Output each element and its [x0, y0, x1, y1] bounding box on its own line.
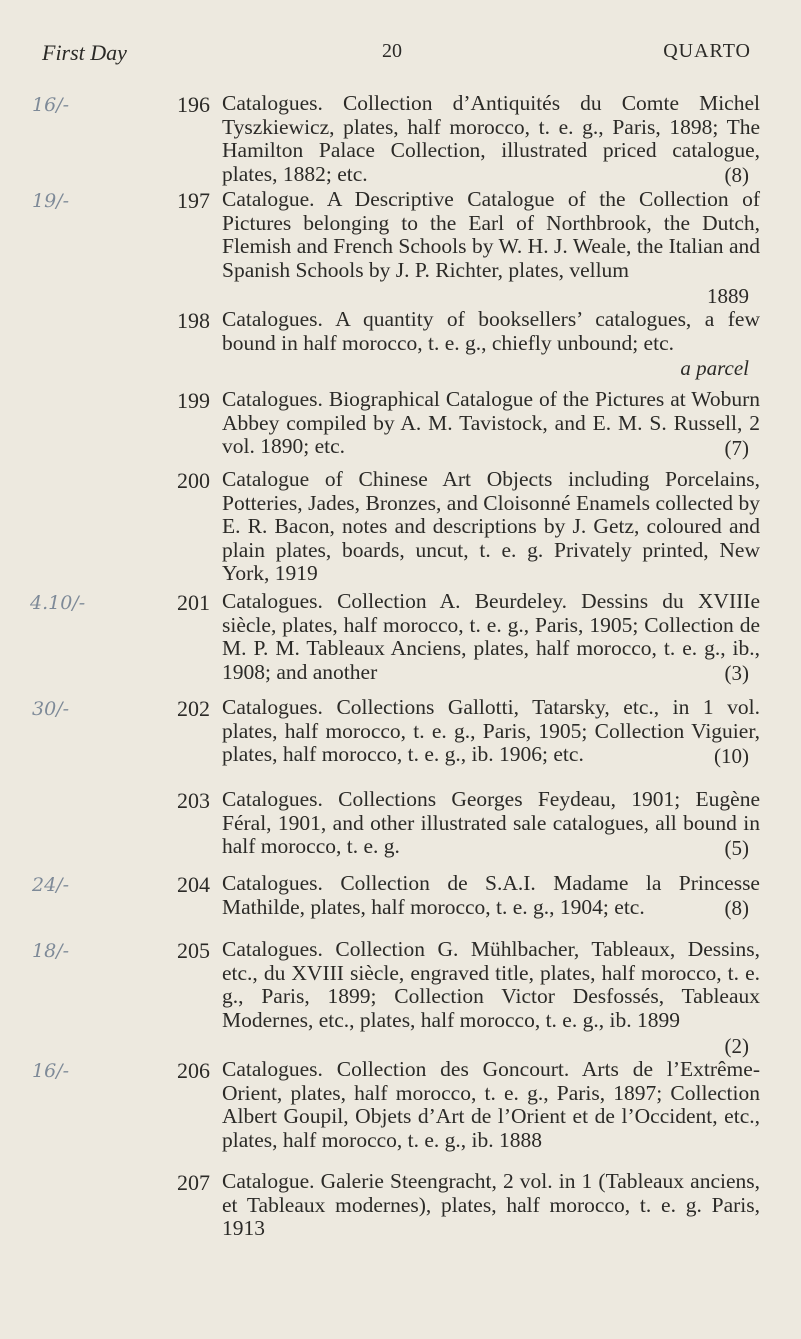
lot-title: Catalogues. [222, 387, 329, 411]
lot-description [222, 468, 760, 586]
lot-title: Catalogue [222, 467, 325, 491]
lot-details: Collection des Goncourt. Arts de l’Extrême-Orient, plates, half morocco, t. e. g., Paris, 1897; Collection Albert Goupil, Objets d’Art de l’Orient et de l’Occident, etc., plates, half morocco, t. e. g., ib. 1888 [222, 1057, 760, 1152]
lot-quantity: (8) [724, 896, 749, 920]
lot-title: Catalogues. [222, 787, 339, 811]
lot-description [222, 696, 760, 766]
lot-quantity: (10) [714, 744, 749, 768]
lot-title: Catalogues. [222, 871, 341, 895]
running-head-day: First Day [42, 40, 127, 65]
lot-number: 200 [177, 468, 210, 493]
lot-title: Catalogues. [222, 937, 336, 961]
lot-title: Catalogue. [222, 187, 327, 211]
lot-details: Galerie Steengracht, 2 vol. in 1 (Tableaux anciens, et Tableaux modernes), plates, half morocco, t. e. g. Paris, 1913 [222, 1169, 760, 1240]
handwritten-price: 16/- [32, 94, 69, 116]
lot-title: Catalogues. [222, 695, 337, 719]
lot-details: Collection G. Mühlbacher, Tableaux, Dessins, etc., du XVIII siècle, engraved title, plates, half morocco, t. e. g., Paris, 1899; Collection Victor Desfossés, Tableaux Modernes, etc., plates, half morocco, t. e. g., ib. 1899 [222, 937, 760, 1032]
lot-details: Biographical Catalogue of the Pictures at Woburn Abbey compiled by A. M. Tavistock, and E. M. S. Russell, 2 vol. 1890; etc. [222, 387, 760, 458]
lot-number: 198 [177, 308, 210, 333]
lot-number: 201 [177, 590, 210, 615]
lot-description [222, 872, 760, 920]
lot-details: Collection A. Beurdeley. Dessins du XVIIIe siècle, plates, half morocco, t. e. g., Paris, 1905; Collection de M. P. M. Tableaux Anciens, plates, half morocco, t. e. g., ib., 1908; and another [222, 589, 760, 684]
lot-quantity: (2) [724, 1034, 749, 1058]
lot-title: Catalogues. [222, 307, 336, 331]
lot-number: 199 [177, 388, 210, 413]
lot-description [222, 788, 760, 858]
lot-number: 202 [177, 696, 210, 721]
lot-description [222, 938, 760, 1056]
lot-details: of Chinese Art Objects including Porcelains, Potteries, Jades, Bronzes, and Cloisonné Enamels collected by E. R. Bacon, notes and descriptions by J. Getz, coloured and plain plates, boards, uncut, t. e. g. Privately printed, New York, 1919 [222, 467, 760, 585]
lot-number: 207 [177, 1170, 210, 1195]
lot-details: Collections Gallotti, Tatarsky, etc., in 1 vol. plates, half morocco, t. e. g., Paris, 1905; Collection Viguier, plates, half morocco, t. e. g., ib. 1906; etc. [222, 695, 760, 766]
running-head-format: QUARTO [663, 40, 751, 62]
handwritten-price: 16/- [32, 1060, 69, 1082]
lot-quantity: (5) [724, 836, 749, 860]
lot-title: Catalogues. [222, 1057, 337, 1081]
lot-description [222, 1170, 760, 1240]
lot-details: Collections Georges Feydeau, 1901; Eugène Féral, 1901, and other illustrated sale catalogues, all bound in half morocco, t. e. g. [222, 787, 760, 858]
lot-number: 203 [177, 788, 210, 813]
lot-quantity: (3) [724, 661, 749, 685]
lot-details: Collection d’Antiquités du Comte Michel Tyszkiewicz, plates, half morocco, t. e. g., Paris, 1898; The Hamilton Palace Collection, illustrated priced catalogue, plates, 1882; etc. [222, 91, 760, 186]
lot-quantity: (7) [724, 436, 749, 460]
lot-number: 206 [177, 1058, 210, 1083]
lot-details: A Descriptive Catalogue of the Collection of Pictures belonging to the Earl of Northbrook, the Dutch, Flemish and French Schools by W. H. J. Weale, the Italian and Spanish Schools by J. P. Richter, plates, vellum [222, 187, 760, 282]
page-number: 20 [382, 40, 402, 62]
lot-number: 205 [177, 938, 210, 963]
lot-description [222, 590, 760, 684]
lot-title: Catalogue. [222, 1169, 321, 1193]
lot-description [222, 92, 760, 186]
lot-title: Catalogues. [222, 589, 338, 613]
handwritten-price: 18/- [32, 940, 69, 962]
lot-number: 197 [177, 188, 210, 213]
handwritten-price: 4.10/- [30, 592, 86, 614]
lot-quantity: 1889 [707, 284, 749, 308]
handwritten-price: 19/- [32, 190, 69, 212]
lot-number: 196 [177, 92, 210, 117]
handwritten-price: 30/- [32, 698, 69, 720]
lot-quantity: (8) [724, 163, 749, 187]
lot-description [222, 388, 760, 458]
lot-details: Collection de S.A.I. Madame la Princesse Mathilde, plates, half morocco, t. e. g., 1904; etc. [222, 871, 760, 919]
lot-description [222, 1058, 760, 1152]
lot-description [222, 308, 760, 378]
running-head [42, 40, 761, 70]
handwritten-price: 24/- [32, 874, 69, 896]
lot-details: A quantity of booksellers’ catalogues, a few bound in half morocco, t. e. g., chiefly unbound; etc. [222, 307, 760, 355]
lot-title: Catalogues. [222, 91, 343, 115]
lot-description [222, 188, 760, 306]
lot-quantity: a parcel [680, 356, 749, 380]
lot-number: 204 [177, 872, 210, 897]
